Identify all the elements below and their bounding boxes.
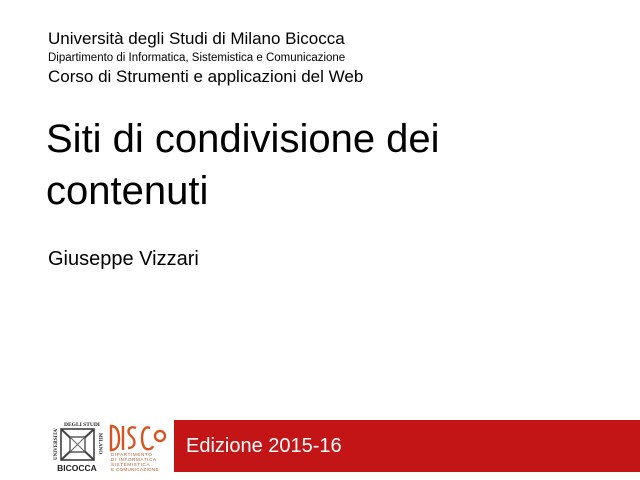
university-name: Università degli Studi di Milano Bicocca bbox=[48, 29, 345, 48]
bicocca-logo bbox=[51, 419, 103, 473]
disco-logo-line-3: SISTEMISTICA bbox=[111, 462, 151, 467]
header-block bbox=[48, 29, 363, 87]
edition-label: Edizione 2015-16 bbox=[186, 435, 342, 457]
bicocca-logo-top-text: DEGLI STUDI bbox=[64, 422, 100, 428]
bicocca-logo-bottom-text: BICOCCA bbox=[57, 463, 97, 473]
bicocca-logo-side-text: UNIVERSITA' bbox=[54, 427, 59, 460]
disco-logo-line-4: E COMUNICAZIONE bbox=[111, 467, 159, 472]
course-name: Corso di Strumenti e applicazioni del Web bbox=[48, 67, 364, 86]
disco-logo-line-2: DI INFORMATICA bbox=[111, 457, 157, 462]
slide-title: Siti di condivisione dei contenuti bbox=[46, 117, 440, 213]
department-name: Dipartimento di Informatica, Sistemistica e Comunicazione bbox=[48, 52, 346, 64]
bicocca-logo-side-text-right: MILANO bbox=[97, 433, 102, 455]
author-name: Giuseppe Vizzari bbox=[48, 248, 199, 270]
disco-logo bbox=[108, 420, 166, 472]
disco-logo-line-1: DIPARTIMENTO bbox=[111, 452, 153, 457]
